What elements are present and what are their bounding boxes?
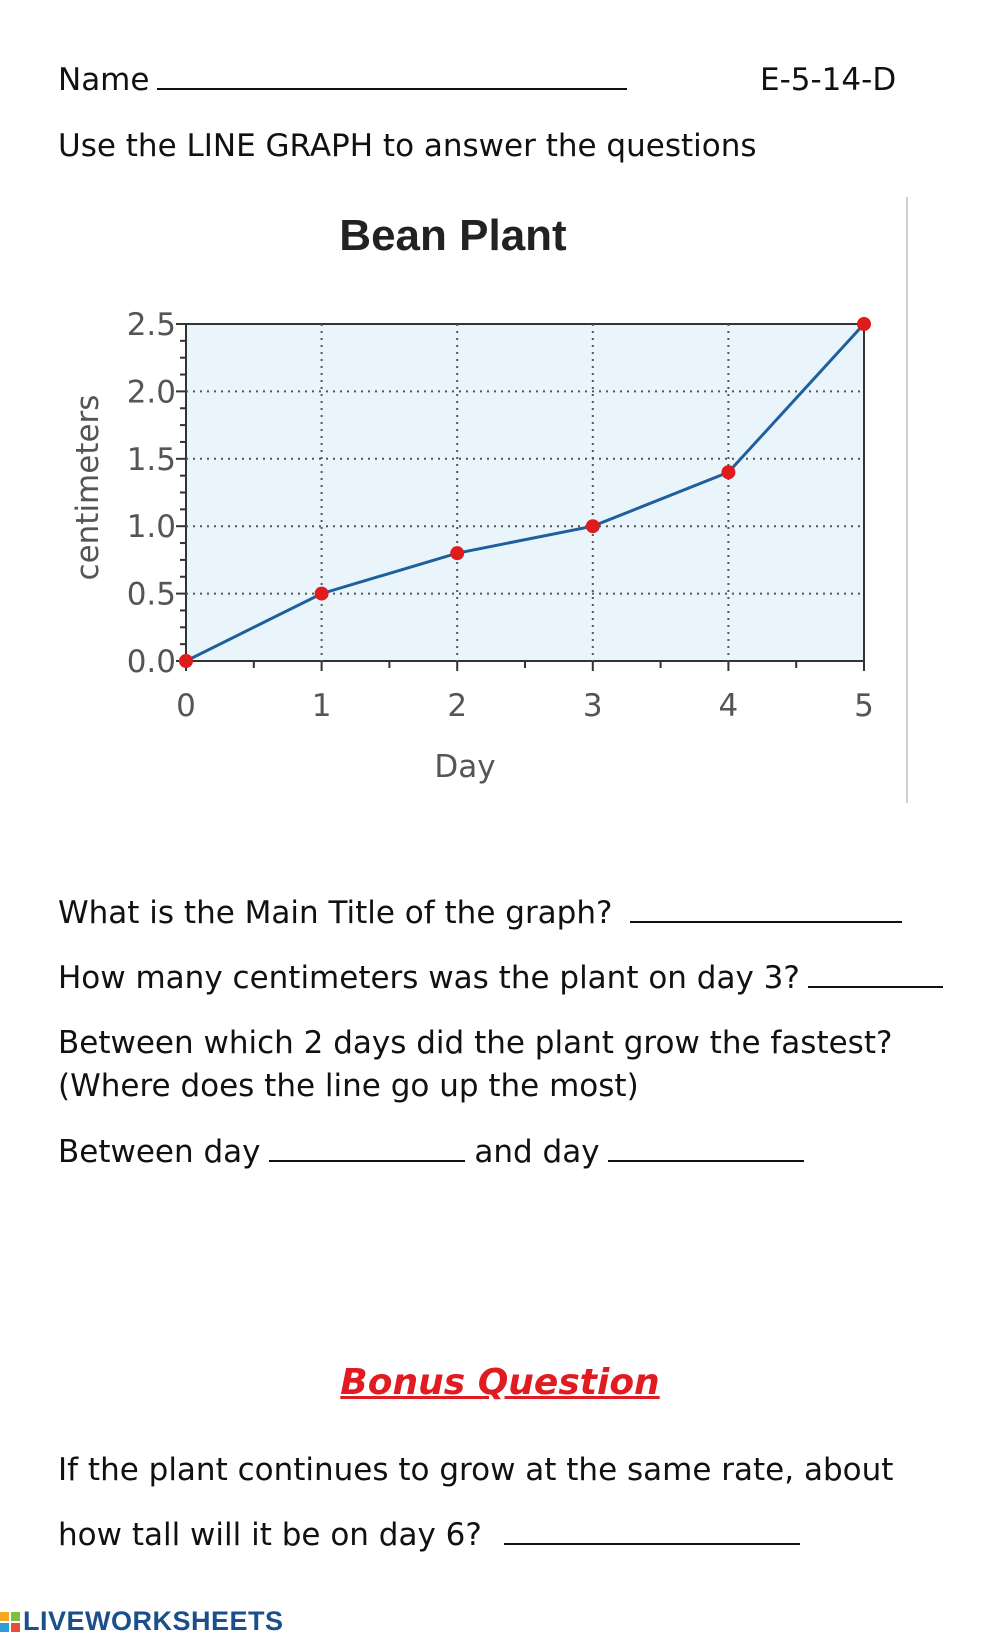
y-tick-label: 1.0 [126,509,176,546]
chart-svg [60,195,920,805]
bonus-line-1: If the plant continues to grow at the same rate, about [58,1452,894,1488]
worksheet-code: E-5-14-D [760,62,897,98]
data-point [721,465,735,479]
y-tick-label: 2.0 [126,374,176,411]
question-2-text: How many centimeters was the plant on day 3? [58,960,800,996]
liveworksheets-logo-icon [0,1612,20,1632]
y-tick-label: 2.5 [126,307,176,343]
answer-field-day-a[interactable] [269,1159,465,1162]
y-tick-label: 0.5 [126,576,176,613]
question-3-line-2: (Where does the line go up the most) [58,1068,639,1104]
bean-plant-chart [60,195,920,809]
answer-field-1[interactable] [630,920,902,923]
name-label: Name [58,62,150,98]
footer-brand-text: LIVEWORKSHEETS [23,1606,284,1636]
footer-brand [0,1606,284,1637]
y-axis-label: centimeters [70,394,106,581]
data-point [857,317,871,331]
x-tick-label: 5 [854,688,874,724]
y-tick-label: 0.0 [126,644,176,680]
x-tick-label: 3 [582,688,603,724]
question-4-text-1: Between day [58,1134,261,1170]
x-tick-label: 1 [311,688,332,724]
x-tick-label: 0 [176,688,196,724]
answer-field-day-b[interactable] [608,1159,804,1162]
question-2 [58,960,943,996]
instruction-text: Use the LINE GRAPH to answer the questions [58,128,757,164]
bonus-heading: Bonus Question [340,1362,660,1403]
name-field[interactable] [157,87,627,90]
question-4 [58,1134,804,1170]
data-point [450,546,464,560]
y-tick-label: 1.5 [126,441,176,478]
question-1 [58,895,902,931]
question-3-line-1: Between which 2 days did the plant grow the fastest? [58,1025,893,1061]
bonus-line-2-text: how tall will it be on day 6? [58,1517,482,1553]
name-row [58,62,938,98]
x-tick-label: 4 [718,688,739,724]
data-point [586,519,600,533]
x-tick-label: 2 [447,688,468,724]
question-4-text-2: and day [474,1134,600,1170]
data-point [315,587,329,601]
answer-field-2[interactable] [808,985,943,988]
chart-title: Bean Plant [339,211,567,260]
x-axis-label: Day [434,749,496,785]
answer-field-bonus[interactable] [504,1542,800,1545]
bonus-line-2 [58,1517,800,1553]
question-1-text: What is the Main Title of the graph? [58,895,613,931]
data-point [179,654,193,668]
